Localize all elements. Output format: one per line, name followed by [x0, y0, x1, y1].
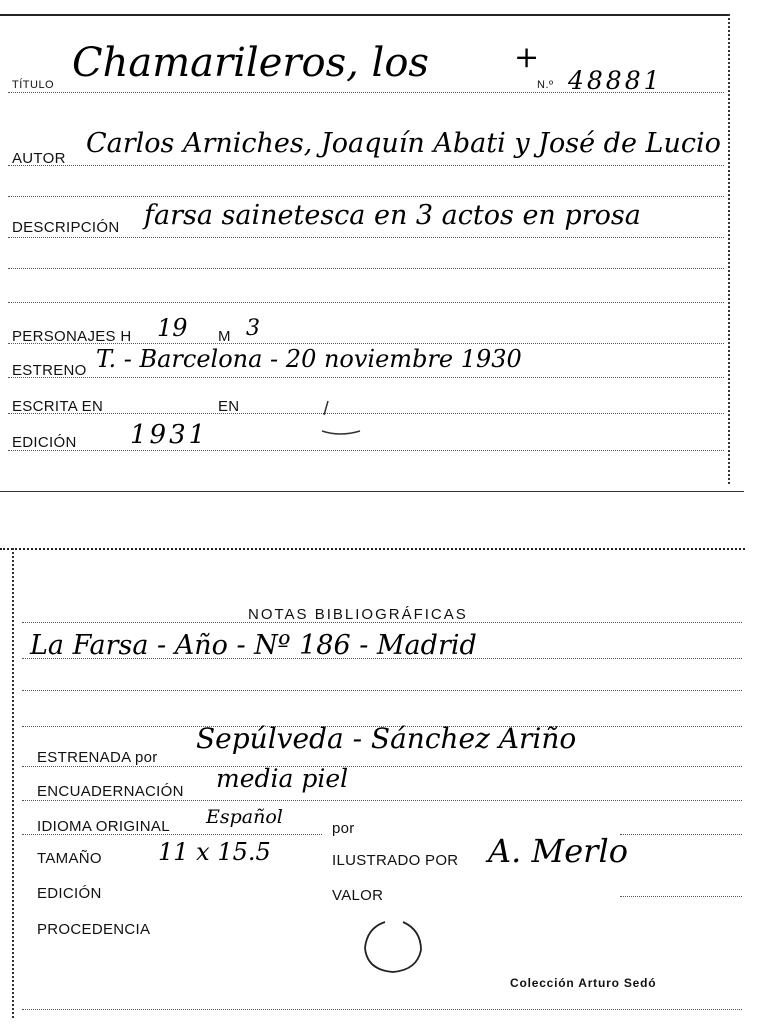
label-ilustrado-por: ILUSTRADO POR [332, 852, 459, 869]
card-top-edge [0, 14, 730, 16]
rule [8, 237, 724, 238]
label-idioma-original: IDIOMA ORIGINAL [37, 818, 170, 835]
rule [8, 165, 724, 166]
circle-mark-icon [355, 914, 435, 980]
label-valor: VALOR [332, 887, 384, 904]
label-autor: AUTOR [12, 150, 66, 167]
value-mujeres: 3 [246, 316, 260, 341]
label-edicion: EDICIÓN [37, 885, 102, 902]
value-autor: Carlos Arniches, Joaquín Abati y José de Lucio [86, 128, 721, 159]
rule [22, 800, 742, 801]
value-estrenada-por: Sepúlveda - Sánchez Ariño [196, 722, 577, 755]
value-titulo: Chamarileros, los [72, 40, 429, 86]
value-hombres: 19 [157, 314, 188, 342]
label-encuadernacion: ENCUADERNACIÓN [37, 783, 184, 800]
label-personajes: PERSONAJES H [12, 328, 132, 345]
value-numero: 48881 [568, 66, 663, 95]
card-left-edge [12, 548, 14, 1018]
value-estreno: T. - Barcelona - 20 noviembre 1930 [96, 345, 522, 373]
rule [8, 302, 724, 303]
rule [22, 690, 742, 691]
label-titulo: TÍTULO [12, 79, 55, 91]
pencil-mark [310, 395, 370, 445]
label-en: EN [218, 398, 240, 415]
rule [620, 834, 742, 835]
rule [8, 196, 724, 197]
label-tamano: TAMAÑO [37, 850, 102, 867]
value-ilustrado-por: A. Merlo [488, 832, 628, 870]
label-estreno: ESTRENO [12, 362, 87, 379]
label-por: por [332, 820, 355, 837]
value-edicion: 1931 [130, 420, 209, 450]
card-bottom-edge [0, 491, 744, 492]
card-right-edge [728, 14, 730, 484]
value-descripcion: farsa sainetesca en 3 actos en prosa [144, 200, 641, 231]
catalog-card-top [0, 0, 759, 494]
label-mujeres: M [218, 328, 231, 345]
label-notas: NOTAS BIBLIOGRÁFICAS [248, 606, 468, 623]
rule [8, 268, 724, 269]
rule [8, 450, 724, 451]
collection-credit: Colección Arturo Sedó [510, 976, 657, 990]
catalog-card-bottom [0, 544, 759, 1028]
label-numero: N.º [537, 79, 554, 91]
label-descripcion: DESCRIPCIÓN [12, 219, 120, 236]
rule [8, 377, 724, 378]
value-tamano: 11 x 15.5 [158, 838, 271, 866]
card-top-edge [0, 548, 745, 550]
label-procedencia: PROCEDENCIA [37, 921, 151, 938]
value-notas: La Farsa - Año - Nº 186 - Madrid [30, 630, 477, 661]
cross-mark: + [514, 40, 540, 75]
rule [22, 1009, 742, 1010]
label-escrita-en: ESCRITA EN [12, 398, 104, 415]
label-estrenada-por: ESTRENADA por [37, 749, 158, 766]
value-idioma-original: Español [206, 806, 283, 828]
label-edicion: EDICIÓN [12, 434, 77, 451]
value-encuadernacion: media piel [216, 764, 349, 793]
rule [620, 896, 742, 897]
rule [22, 766, 742, 767]
